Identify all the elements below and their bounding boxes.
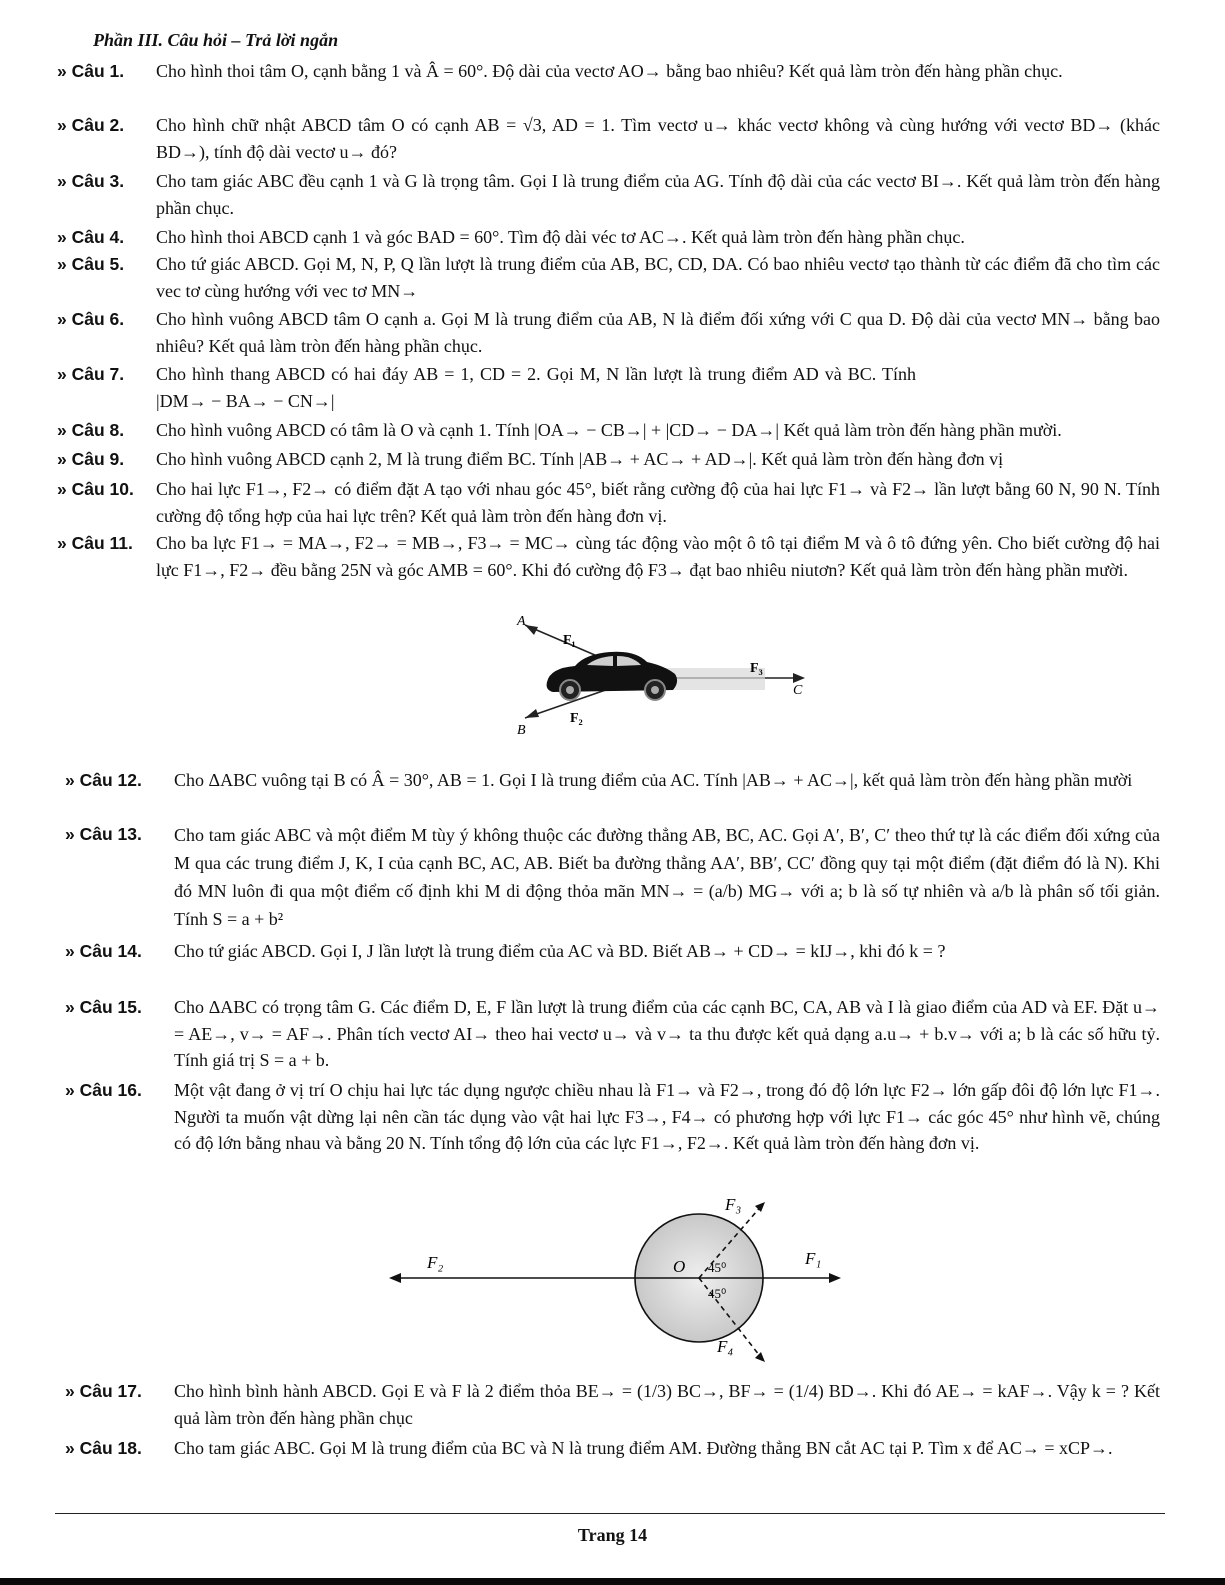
question-text: Cho ΔABC có trọng tâm G. Các điểm D, E, F lần lượt là trung điểm của các cạnh BC, CA, AB và I là giao điểm của AD và EF. Đặt u→ = AE→, v→ = AF→. Phân tích vectơ AI→ theo hai vectơ u→ và v→ ta thu được kết quả dạng a.u→ + b.v→ với a; b là các số hữu tỷ. Tính giá trị S = a + b. (174, 997, 1160, 1070)
question-label: » Câu 18. (65, 1438, 142, 1458)
question-text: Cho tam giác ABC và một điểm M tùy ý không thuộc các đường thẳng AB, BC, AC. Gọi A′, B′, C′ theo thứ tự là các điểm đối xứng của M qua các trung điểm J, K, I của cạnh BC, AC, AB. Biết ba đường thẳng AA′, BB′, CC′ đồng quy tại một điểm (đặt điểm đó là N). Khi đó MN luôn đi qua một điểm cố định khi M di động thỏa mãn MN→ = (a/b) MG→ với a; b là số tự nhiên và a/b là phân số tối giản. Tính S = a + b² (174, 825, 1160, 929)
question-text: Cho hình thoi ABCD cạnh 1 và góc BAD = 60°. Tìm độ dài véc tơ AC→. Kết quả làm tròn đến hàng phần chục. (156, 227, 965, 247)
question-text: Cho ba lực F1→ = MA→, F2→ = MB→, F3→ = MC→ cùng tác động vào một ô tô tại điểm M và ô tô đứng yên. Cho biết cường độ hai lực F1→, F2→ đều bằng 25N và góc AMB = 60°. Khi đó cường độ F3→ đạt bao nhiêu niutơn? Kết quả làm tròn đến hàng phần mười. (156, 533, 1160, 580)
question-2 (57, 112, 1160, 165)
question-16 (65, 1077, 1160, 1157)
question-label: » Câu 1. (57, 61, 125, 81)
question-label: » Câu 16. (65, 1080, 142, 1100)
question-15 (65, 994, 1160, 1074)
label-f2: F₂ (427, 1253, 444, 1272)
question-8 (57, 417, 1160, 444)
label-f3: F₃ (750, 661, 763, 676)
car-forces-figure (505, 610, 815, 740)
arrow-head-f4 (755, 1352, 765, 1362)
question-text: Cho hình vuông ABCD tâm O cạnh a. Gọi M là trung điểm của AB, N là điểm đối xứng với C qua D. Độ dài của vectơ MN→ bằng bao nhiêu? Kết quả làm tròn đến hàng phần chục. (156, 309, 1160, 356)
arrow-head-f2 (525, 709, 539, 718)
label-a: A (517, 614, 526, 629)
car-image (547, 652, 677, 700)
question-13 (65, 821, 1160, 933)
question-text: Cho hình thang ABCD có hai đáy AB = 1, CD = 2. Gọi M, N lần lượt là trung điểm AD và BC. Tính |DM→ − BA→ − CN→| (156, 364, 916, 411)
arrow-head-f1 (525, 625, 538, 635)
label-f3: F₃ (725, 1195, 742, 1214)
question-text: Cho hình thoi tâm O, cạnh bằng 1 và Â = 60°. Độ dài của vectơ AO→ bằng bao nhiêu? Kết quả làm tròn đến hàng phần chục. (156, 61, 1063, 81)
question-text: Cho ΔABC vuông tại B có Â = 30°, AB = 1. Gọi I là trung điểm của AC. Tính |AB→ + AC→|, kết quả làm tròn đến hàng phần mười (174, 770, 1133, 790)
question-11 (57, 530, 1160, 583)
question-label: » Câu 5. (57, 254, 125, 274)
question-text: Cho hình vuông ABCD có tâm là O và cạnh 1. Tính |OA→ − CB→| + |CD→ − DA→| Kết quả làm tròn đến hàng phần mười. (156, 420, 1062, 440)
question-9 (57, 446, 1160, 473)
question-label: » Câu 4. (57, 227, 125, 247)
label-b: B (517, 723, 526, 738)
arrow-head-f3 (755, 1202, 765, 1212)
question-label: » Câu 15. (65, 997, 142, 1017)
label-f4: F₄ (717, 1337, 734, 1356)
question-label: » Câu 14. (65, 941, 142, 961)
question-1 (57, 58, 1160, 85)
question-3 (57, 168, 1160, 221)
label-o: O (673, 1257, 686, 1276)
label-f1: F₁ (563, 633, 576, 648)
question-label: » Câu 8. (57, 420, 125, 440)
question-label: » Câu 9. (57, 449, 125, 469)
question-12 (65, 767, 1160, 794)
question-17 (65, 1378, 1160, 1431)
question-7 (57, 361, 1160, 414)
question-text: Cho hai lực F1→, F2→ có điểm đặt A tạo với nhau góc 45°, biết rằng cường độ của hai lực F1→ và F2→ lần lượt bằng 60 N, 90 N. Tính cường độ tổng hợp của hai lực trên? Kết quả làm tròn đến hàng đơn vị. (156, 479, 1160, 526)
question-text: Cho hình bình hành ABCD. Gọi E và F là 2 điểm thỏa BE→ = (1/3) BC→, BF→ = (1/4) BD→. Khi đó AE→ = kAF→. Vậy k = ? Kết quả làm tròn đến hàng phần chục (174, 1381, 1160, 1428)
question-text: Cho tứ giác ABCD. Gọi M, N, P, Q lần lượt là trung điểm của AB, BC, CD, DA. Có bao nhiêu vectơ tạo thành từ các điểm đã cho tìm các vec tơ cùng hướng với vec tơ MN→ (156, 254, 1160, 301)
question-label: » Câu 6. (57, 309, 125, 329)
question-14 (65, 938, 1160, 965)
arrow-head-f2 (389, 1273, 401, 1283)
question-5 (57, 251, 1160, 304)
question-10 (57, 476, 1160, 529)
forces-circle-figure (385, 1192, 855, 1367)
section-title: Phần III. Câu hỏi – Trả lời ngắn (93, 30, 339, 50)
page-number: Trang 14 (577, 1525, 648, 1545)
question-text: Cho hình chữ nhật ABCD tâm O có cạnh AB = √3, AD = 1. Tìm vectơ u→ khác vectơ không và cùng hướng với vectơ BD→ (khác BD→), tính độ dài vectơ u→ đó? (156, 115, 1160, 162)
question-label: » Câu 3. (57, 171, 125, 191)
question-label: » Câu 17. (65, 1381, 142, 1401)
bottom-edge (0, 1578, 1225, 1585)
question-text: Một vật đang ở vị trí O chịu hai lực tác dụng ngược chiều nhau là F1→ và F2→, trong đó độ lớn lực F2→ lớn gấp đôi độ lớn lực F1→. Người ta muốn vật dừng lại nên cần tác dụng vào vật hai lực F3→, F4→ có phương hợp với lực F1→ các góc 45° như hình vẽ, chúng có độ lớn bằng nhau và bằng 20 N. Tính tổng độ lớn của các lực F1→, F2→. Kết quả làm tròn đến hàng đơn vị. (174, 1080, 1160, 1153)
question-label: » Câu 2. (57, 115, 125, 135)
question-text: Cho tứ giác ABCD. Gọi I, J lần lượt là trung điểm của AC và BD. Biết AB→ + CD→ = kIJ→, khi đó k = ? (174, 941, 946, 961)
question-4 (57, 224, 1160, 251)
question-text: Cho tam giác ABC đều cạnh 1 và G là trọng tâm. Gọi I là trung điểm của AG. Tính độ dài của các vectơ BI→. Kết quả làm tròn đến hàng phần chục. (156, 171, 1160, 218)
arrow-head-f1 (829, 1273, 841, 1283)
question-label: » Câu 10. (57, 479, 134, 499)
question-label: » Câu 12. (65, 770, 142, 790)
question-6 (57, 306, 1160, 359)
angle-label-bottom: 45⁰ (708, 1286, 727, 1301)
label-f2: F₂ (570, 711, 583, 726)
question-label: » Câu 11. (57, 533, 133, 553)
question-label: » Câu 7. (57, 364, 125, 384)
label-c: C (793, 683, 803, 698)
question-label: » Câu 13. (65, 824, 142, 844)
footer-divider (55, 1513, 1165, 1514)
label-f1: F₁ (805, 1249, 822, 1268)
question-text: Cho tam giác ABC. Gọi M là trung điểm của BC và N là trung điểm AM. Đường thẳng BN cắt AC tại P. Tìm x để AC→ = xCP→. (174, 1438, 1113, 1458)
angle-label-top: 45⁰ (708, 1260, 727, 1275)
question-18 (65, 1435, 1160, 1462)
question-text: Cho hình vuông ABCD cạnh 2, M là trung điểm BC. Tính |AB→ + AC→ + AD→|. Kết quả làm tròn đến hàng đơn vị (156, 449, 1004, 469)
arrow-head-f3 (793, 673, 805, 683)
